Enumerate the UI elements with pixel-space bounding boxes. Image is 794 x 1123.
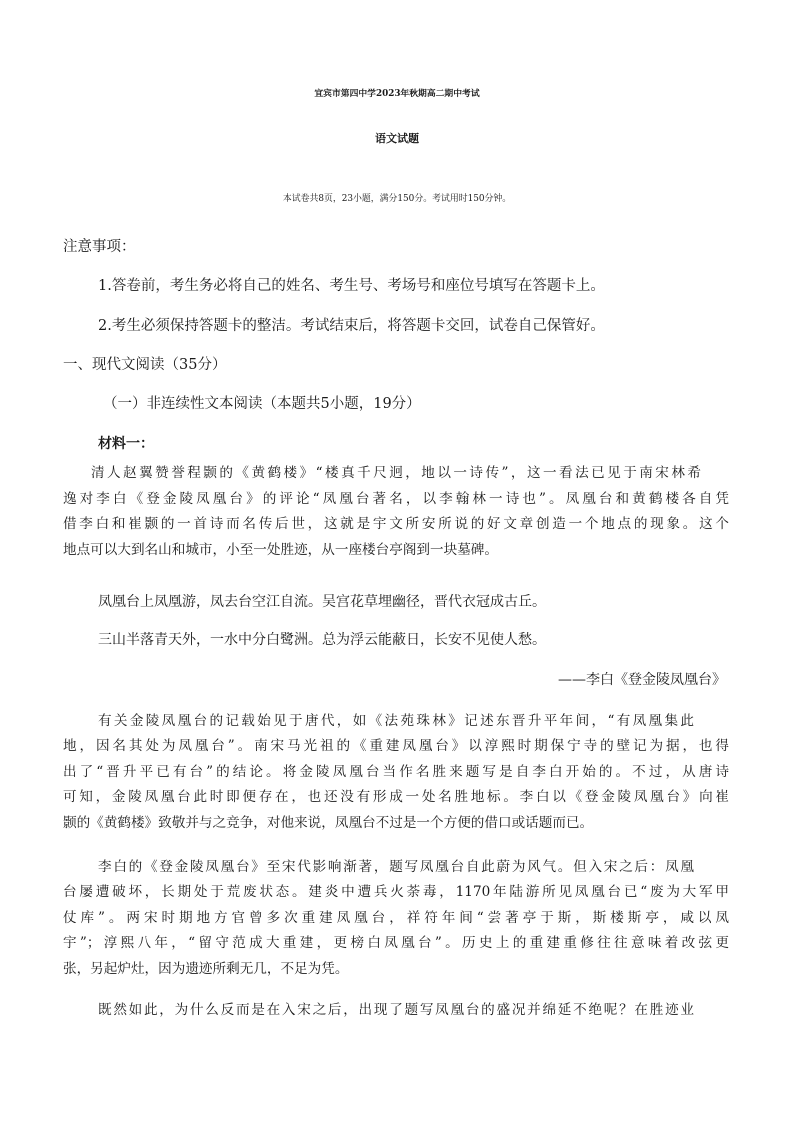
- paragraph-4: [63, 998, 729, 1024]
- paragraph-line: 出了“晋升平已有台”的结论。将金陵凤凰台当作名胜来题写是自李白开始的。不过，从唐诗: [63, 763, 729, 780]
- section-title: 一、现代文阅读（35分）: [63, 357, 227, 373]
- paragraph-1: [63, 461, 729, 563]
- poem-line: 三山半落青天外，一水中分白鹭洲。总为浮云能蔽日，长安不见使人愁。: [98, 632, 546, 648]
- paragraph-line: 地，因名其处为凤凰台”。南宋马光祖的《重建凤凰台》以淳熙时期保宁寺的壁记为据，也得: [63, 738, 729, 755]
- subject-title: 语文试题: [375, 132, 419, 145]
- paragraph-line: 地点可以大到名山和城市，小至一处胜迹，从一座楼台亭阁到一块墓碑。: [63, 541, 498, 558]
- paragraph-2: [63, 709, 729, 836]
- paragraph-line: 可知，金陵凤凰台此时即便存在，也还没有形成一处名胜地标。李白以《登金陵凤凰台》向崔: [63, 789, 729, 806]
- paragraph-line: 有关金陵凤凰台的记载始见于唐代，如《法苑珠林》记述东晋升平年间，“有凤凰集此: [98, 713, 694, 729]
- exam-intro: 本试卷共8页，23小题，满分150分。考试用时150分钟。: [282, 194, 512, 204]
- paragraph-3: [63, 855, 729, 982]
- paragraph-line: 清人赵翼赞誉程颢的《黄鹤楼》“楼真千尺迥，地以一诗传”，这一看法已见于南宋林希: [91, 465, 701, 481]
- paragraph-line: 逸对李白《登金陵凤凰台》的评论“凤凰台著名，以李翰林一诗也”。凤凰台和黄鹤楼各自凭: [63, 490, 729, 507]
- subsection-title: （一）非连续性文本阅读（本题共5小题，19分）: [103, 396, 421, 412]
- poem-line: 凤凰台上凤凰游，凤去台空江自流。吴宫花草埋幽径，晋代衣冠成古丘。: [98, 594, 546, 610]
- paragraph-line: 仗库”。两宋时期地方官曾多次重建凤凰台，祥符年间“尝著亭于斯，斯楼斯亭，咸以凤: [63, 909, 729, 926]
- poem-source: ——李白《登金陵凤凰台》: [558, 672, 726, 688]
- paragraph-line: 台屡遭破坏，长期处于荒废状态。建炎中遭兵火荼毒，1170年陆游所见凤凰台已“废为大军甲: [63, 884, 729, 901]
- material-label: 材料一：: [98, 436, 154, 452]
- paragraph-line: 张，另起炉灶，因为遗迹所剩无几，不足为凭。: [63, 960, 349, 977]
- paragraph-line: 既然如此，为什么反而是在入宋之后，出现了题写凤凰台的盛况并绵延不绝呢？在胜迹业: [98, 1002, 694, 1018]
- note-item: 2.考生必须保持答题卡的整洁。考试结束后，将答题卡交回，试卷自己保管好。: [98, 318, 605, 334]
- notes-heading: 注意事项：: [63, 239, 136, 255]
- paragraph-line: 李白的《登金陵凤凰台》至宋代影响渐著，题写凤凰台自此蔚为风气。但入宋之后：凤凰: [98, 859, 694, 875]
- school-exam-title: 宜宾市第四中学2023年秋期高二期中考试: [314, 89, 480, 99]
- paragraph-line: 宇”；淳熙八年，“留守范成大重建，更榜白凤凰台”。历史上的重建重修往往意味着改弦更: [63, 935, 729, 952]
- note-item: 1.答卷前，考生务必将自己的姓名、考生号、考场号和座位号填写在答题卡上。: [98, 278, 605, 294]
- paragraph-line: 颢的《黄鹤楼》致敬并与之竞争，对他来说，凤凰台不过是一个方便的借口或话题而已。: [63, 814, 594, 831]
- paragraph-line: 借李白和崔颢的一首诗而名传后世，这就是宇文所安所说的好文章创造一个地点的现象。这个: [63, 516, 729, 533]
